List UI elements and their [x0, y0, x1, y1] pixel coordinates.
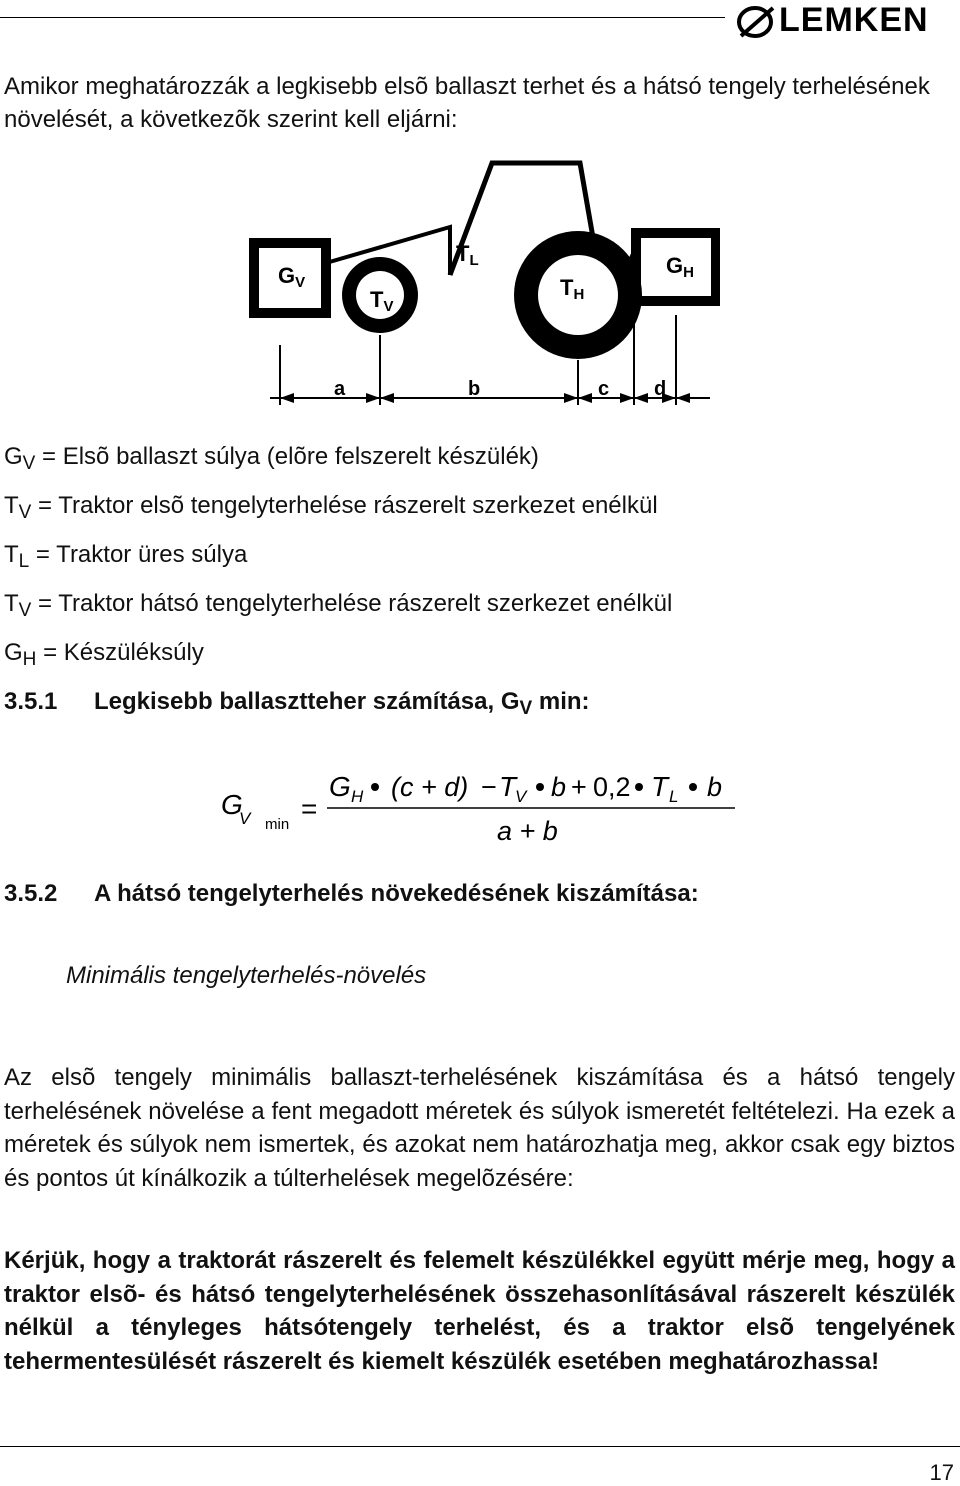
svg-text:L: L [669, 787, 679, 806]
svg-text:TL: TL [456, 241, 479, 269]
legend-item: $G_H$ = Készüléksúly [4, 639, 204, 670]
svg-text:T: T [651, 771, 669, 802]
section-heading-3-5-2: 3.5.2 A hátsó tengelyterhelés növekedésének kiszámítása: [4, 880, 699, 907]
dim-a: a [334, 378, 346, 400]
svg-text:0,2: 0,2 [593, 772, 631, 802]
svg-text:−: − [481, 772, 497, 802]
svg-text:(c + d): (c + d) [391, 772, 469, 802]
legend-item: $T_V$ = Traktor hátsó tengelyterhelése rászerelt szerkezet enélkül [4, 590, 673, 621]
legend-item: $T_V$ = Traktor elsõ tengelyterhelése rászerelt szerkezet enélkül [4, 492, 658, 523]
page-number: 17 [929, 1460, 954, 1485]
dim-c: c [598, 378, 610, 400]
svg-text:G: G [329, 771, 351, 802]
header-rule [0, 17, 725, 18]
label-th: T [560, 275, 574, 300]
svg-text:b: b [551, 772, 567, 802]
ballast-formula [215, 768, 745, 848]
svg-text:TH: TH [560, 275, 585, 303]
bold-instruction-paragraph: Kérjük, hogy a traktorát rászerelt és felemelt készülékkel együtt mérje meg, hogy a traktor elsõ- és hátsó tengelyterhelésének összehasonlításával rászerelt készülék nélkül a tényleges hátsótengely terhelést, és a traktor elsõ tengelyének tehermentesülését rászerelt és kiemelt készülék esetében meghatározhassa! [4, 1247, 955, 1375]
svg-text:V: V [515, 787, 527, 806]
brand-emblem-icon [735, 2, 779, 42]
label-tl: T [456, 241, 470, 266]
svg-text:T: T [499, 771, 517, 802]
section-heading-3-5-1: 3.5.1 Legkisebb ballasztteher számítása, $G_V$ min: [4, 688, 590, 719]
legend-item: $T_L$ = Traktor üres súlya [4, 541, 248, 572]
svg-text:H: H [351, 787, 364, 806]
footer-rule [0, 1446, 960, 1447]
svg-text:min: min [265, 816, 290, 833]
svg-text:V: V [239, 809, 251, 828]
svg-text:=: = [301, 793, 318, 824]
dim-b: b [468, 378, 481, 400]
lemken-logo [735, 2, 957, 42]
svg-text:TV: TV [370, 287, 394, 315]
svg-text:+: + [571, 772, 587, 802]
label-gv: G [278, 263, 296, 288]
svg-text:GV: GV [278, 263, 306, 291]
intro-paragraph: Amikor meghatározzák a legkisebb elsõ ballaszt terhet és a hátsó tengely terhelésének növelését, a következõk szerint kell eljárni: [4, 73, 930, 133]
svg-text:GH: GH [666, 253, 694, 281]
dim-d: d [654, 378, 667, 400]
subheading-italic: Minimális tengelyterhelés-növelés [66, 962, 427, 989]
tractor-diagram [240, 155, 720, 410]
body-paragraph: Az elsõ tengely minimális ballaszt-terhelésének kiszámítása és a hátsó tengely terhelésének növelése a fent megadott méretek és súlyok ismeretét feltételezi. Ha ezek a méretek és súlyok nem ismertek, és azokat nem határozhatja meg, akkor csak egy biztos és pontos út kínálkozik a túlterhelések megelõzésére: [4, 1064, 955, 1192]
svg-text:b: b [707, 772, 723, 802]
svg-text:a + b: a + b [497, 816, 558, 846]
legend-item: $G_V$ = Elsõ ballaszt súlya (elõre felszerelt készülék) [4, 443, 539, 474]
label-tv: T [370, 287, 384, 312]
brand-name: LEMKEN [779, 1, 929, 39]
label-gh: G [666, 253, 684, 278]
symbol-legend [4, 437, 672, 682]
svg-text:G: G [221, 789, 243, 820]
